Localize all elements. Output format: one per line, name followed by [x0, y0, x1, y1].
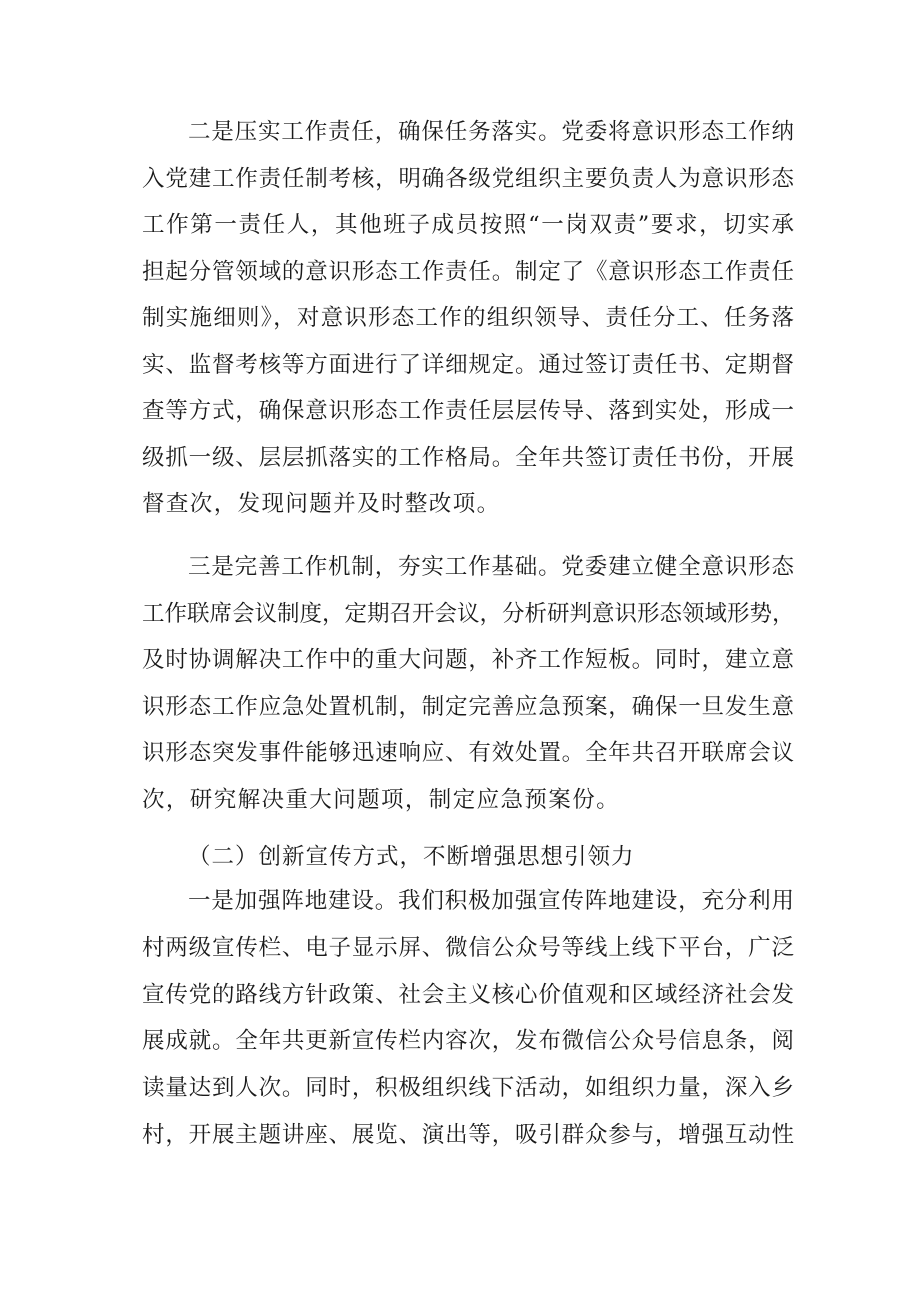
paragraph-2-line-6: 实、监督考核等方面进行了详细规定。通过签订责任书、定期督 — [142, 352, 794, 378]
paragraph-4-line-2: 村两级宣传栏、电子显示屏、微信公众号等线上线下平台，广泛 — [142, 935, 794, 961]
paragraph-3-line-5: 识形态突发事件能够迅速响应、有效处置。全年共召开联席会议 — [142, 740, 794, 766]
paragraph-2-line-3: 工作第一责任人，其他班子成员按照“一岗双责”要求，切实承 — [142, 212, 794, 238]
paragraph-4-line-6: 村，开展主题讲座、展览、演出等，吸引群众参与，增强互动性 — [142, 1122, 794, 1148]
paragraph-3-line-2: 工作联席会议制度，定期召开会议，分析研判意识形态领域形势， — [142, 601, 795, 627]
paragraph-2-line-9: 督查次，发现问题并及时整改项。 — [142, 491, 501, 517]
section-heading: （二）创新宣传方式，不断增强思想引领力 — [188, 844, 635, 870]
paragraph-2-line-5: 制实施细则》，对意识形态工作的组织领导、责任分工、任务落 — [142, 305, 794, 331]
paragraph-4-line-1: 一是加强阵地建设。我们积极加强宣传阵地建设，充分利用 — [188, 888, 794, 914]
paragraph-4-line-5: 读量达到人次。同时，积极组织线下活动，如组织力量，深入乡 — [142, 1075, 794, 1101]
paragraph-4-line-4: 展成就。全年共更新宣传栏内容次，发布微信公众号信息条，阅 — [142, 1028, 794, 1054]
paragraph-4-line-3: 宣传党的路线方针政策、社会主义核心价值观和区域经济社会发 — [142, 982, 794, 1008]
paragraph-2-line-4: 担起分管领域的意识形态工作责任。制定了《意识形态工作责任 — [142, 259, 794, 285]
paragraph-2-line-1: 二是压实工作责任，确保任务落实。党委将意识形态工作纳 — [188, 119, 794, 145]
paragraph-3-line-4: 识形态工作应急处置机制，制定完善应急预案，确保一旦发生意 — [142, 694, 794, 720]
paragraph-3-line-6: 次，研究解决重大问题项，制定应急预案份。 — [142, 787, 621, 813]
paragraph-2-line-2: 入党建工作责任制考核，明确各级党组织主要负责人为意识形态 — [142, 166, 794, 192]
paragraph-2-line-7: 查等方式，确保意识形态工作责任层层传导、落到实处，形成一 — [142, 398, 794, 424]
paragraph-3-line-3: 及时协调解决工作中的重大问题，补齐工作短板。同时，建立意 — [142, 647, 794, 673]
paragraph-2-line-8: 级抓一级、层层抓落实的工作格局。全年共签订责任书份，开展 — [142, 445, 794, 471]
paragraph-3-line-1: 三是完善工作机制，夯实工作基础。党委建立健全意识形态 — [188, 554, 794, 580]
